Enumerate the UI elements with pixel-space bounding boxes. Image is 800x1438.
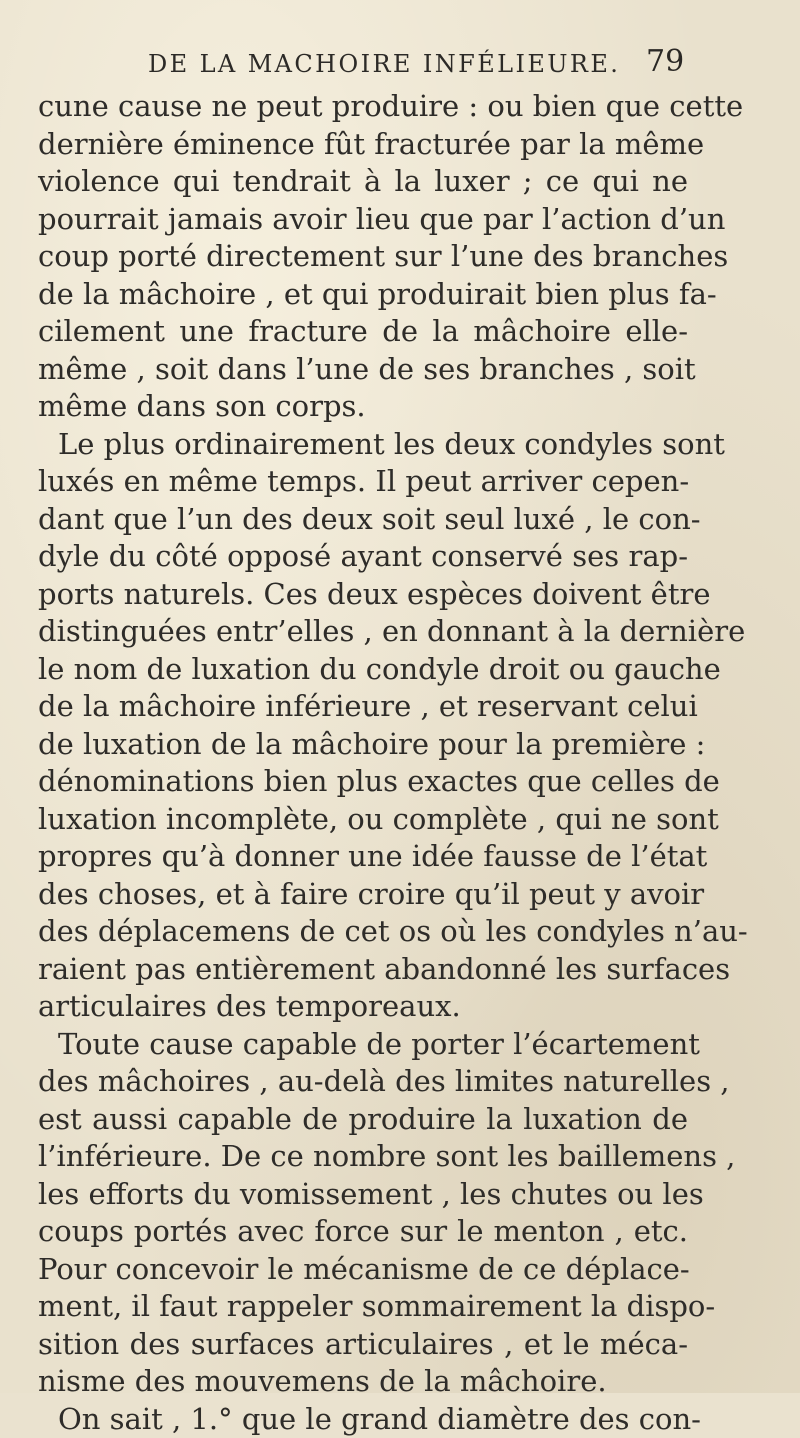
text-line: dénominations bien plus exactes que celles de xyxy=(38,763,688,801)
text-line: luxation incomplète, ou complète , qui ne sont xyxy=(38,801,688,839)
text-line: des déplacemens de cet os où les condyles n’au- xyxy=(38,913,688,951)
text-line: de la mâchoire , et qui produirait bien plus fa- xyxy=(38,276,688,314)
text-line: l’inférieure. De ce nombre sont les baillemens , xyxy=(38,1138,688,1176)
text-line: de luxation de la mâchoire pour la première : xyxy=(38,726,688,764)
text-line: même dans son corps. xyxy=(38,388,688,426)
text-line: articulaires des temporeaux. xyxy=(38,988,688,1026)
text-line: les efforts du vomissement , les chutes ou les xyxy=(38,1176,688,1214)
text-line: dernière éminence fût fracturée par la même xyxy=(38,126,688,164)
text-line: ports naturels. Ces deux espèces doivent être xyxy=(38,576,688,614)
body-text xyxy=(38,88,688,1438)
text-line: des mâchoires , au-delà des limites naturelles , xyxy=(38,1063,688,1101)
text-line: cilement une fracture de la mâchoire elle- xyxy=(38,313,688,351)
text-line: de la mâchoire inférieure , et reservant celui xyxy=(38,688,688,726)
text-line: coups portés avec force sur le menton , etc. xyxy=(38,1213,688,1251)
text-line: Le plus ordinairement les deux condyles sont xyxy=(38,426,688,464)
text-line: Toute cause capable de porter l’écartement xyxy=(38,1026,688,1064)
text-line: le nom de luxation du condyle droit ou gauche xyxy=(38,651,688,689)
running-title: DE LA MACHOIRE INFÉLIEURE. xyxy=(148,50,620,78)
text-line: cune cause ne peut produire : ou bien que cette xyxy=(38,88,688,126)
text-line: raient pas entièrement abandonné les surfaces xyxy=(38,951,688,989)
text-line: ment, il faut rappeler sommairement la dispo- xyxy=(38,1288,688,1326)
running-head xyxy=(0,42,800,86)
text-line: dant que l’un des deux soit seul luxé , le con- xyxy=(38,501,688,539)
text-line: pourrait jamais avoir lieu que par l’action d’un xyxy=(38,201,688,239)
text-line: On sait , 1.° que le grand diamètre des con- xyxy=(38,1401,688,1438)
text-line: sition des surfaces articulaires , et le méca- xyxy=(38,1326,688,1364)
text-line: distinguées entr’elles , en donnant à la dernière xyxy=(38,613,688,651)
text-line: coup porté directement sur l’une des branches xyxy=(38,238,688,276)
page-number: 79 xyxy=(646,44,684,79)
text-line: luxés en même temps. Il peut arriver cepen- xyxy=(38,463,688,501)
text-line: des choses, et à faire croire qu’il peut y avoir xyxy=(38,876,688,914)
text-line: même , soit dans l’une de ses branches , soit xyxy=(38,351,688,389)
text-line: dyle du côté opposé ayant conservé ses rap- xyxy=(38,538,688,576)
text-line: nisme des mouvemens de la mâchoire. xyxy=(38,1363,688,1401)
text-line: Pour concevoir le mécanisme de ce déplace- xyxy=(38,1251,688,1289)
text-line: propres qu’à donner une idée fausse de l’état xyxy=(38,838,688,876)
text-line: violence qui tendrait à la luxer ; ce qui ne xyxy=(38,163,688,201)
text-line: est aussi capable de produire la luxation de xyxy=(38,1101,688,1139)
